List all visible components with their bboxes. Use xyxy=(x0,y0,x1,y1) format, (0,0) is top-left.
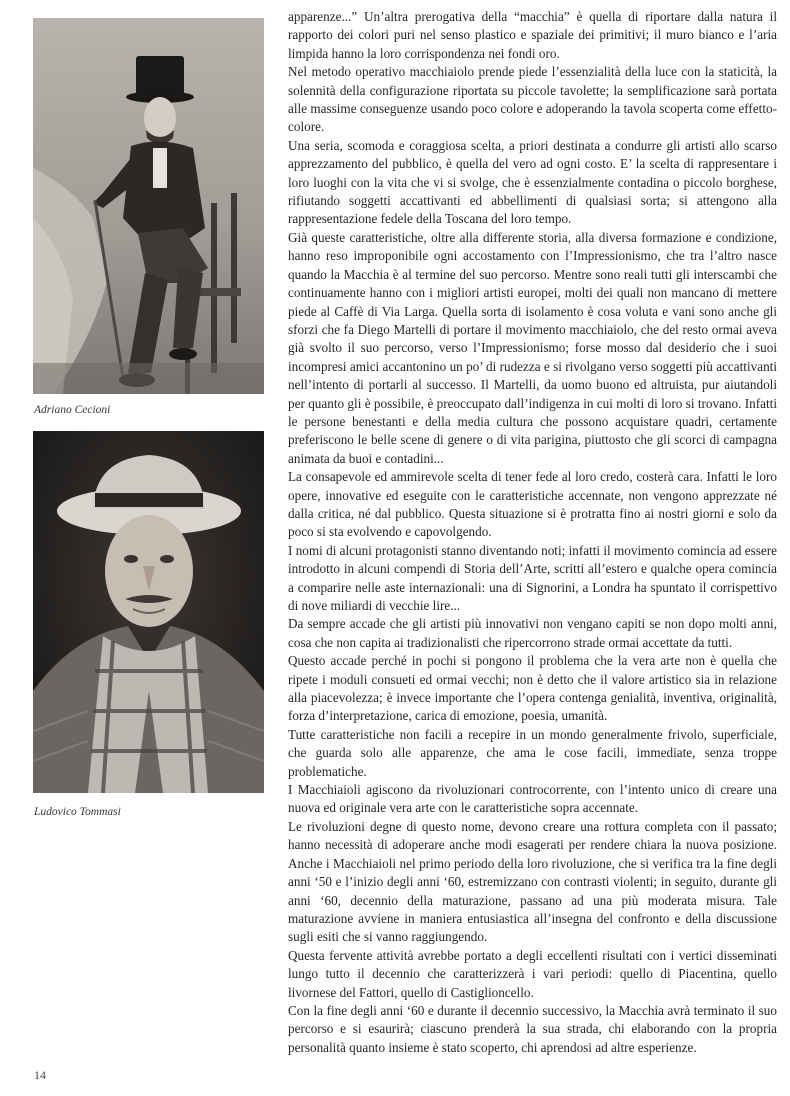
paragraph: Tutte caratteristiche non facili a recepire in un mondo generalmente frivolo, superficiale, che guarda solo alle apparenze, che ama le cose facili, immediate, senza troppe problematiche. xyxy=(288,726,777,779)
photo-caption: Ludovico Tommasi xyxy=(34,806,121,818)
paragraph: I nomi di alcuni protagonisti stanno diventando noti; infatti il movimento comincia ad essere introdotto in alcuni compendi di Storia dell’Arte, scritti all’estero e qualche opera comincia a comparire nelle aste internazionali: una di Signorini, a Londra ha spuntato il corrispettivo di nove miliardi di vecchie lire... xyxy=(288,542,777,613)
paragraph: La consapevole ed ammirevole scelta di tener fede al loro credo, costerà cara. Infatti le loro opere, innovative ed eseguite con le caratteristiche accennate, non vengono apprezzate né dalla critica, né dal pubblico. Questa situazione si è protratta fino ai nostri giorni e solo da poco si sta evolvendo e capovolgendo. xyxy=(288,469,777,540)
photo-adriano-cecioni xyxy=(33,18,264,394)
page-number: 14 xyxy=(34,1068,46,1082)
paragraph: Da sempre accade che gli artisti più innovativi non vengano capiti se non dopo molti anni, cosa che non capita ai tradizionalisti che ripercorrono strade ormai accettate da tutti. xyxy=(288,616,777,650)
paragraph: Una seria, scomoda e coraggiosa scelta, a priori destinata a condurre gli artisti allo scarso apprezzamento del pubblico, è quella del vero ad ogni costo. E’ la scelta di rappresentare i loro luoghi con la vita che vi si svolge, che è essenzialmente contadina o piccolo borghese, rifiutando soggetti accattivanti ed abbellimenti di qualsiasi sorta; si attengono alla rappresentazione fedele della Toscana del loro tempo. xyxy=(288,137,777,227)
paragraph: Nel metodo operativo macchiaiolo prende piede l’essenzialità della luce con la staticità, la solennità della configurazione riportata su piccole tavolette; la semplificazione sarà portata alle massime conseguenze usando poco colore e adoperando la tavola scoperta come effetto-colore. xyxy=(288,64,777,135)
portrait-hat-scarf-image xyxy=(33,431,264,793)
body-text-column xyxy=(288,8,777,1057)
paragraph: Questo accade perché in pochi si pongono il problema che la vera arte non è quella che ripete i moduli consueti ed ormai vecchi; non è detto che il valore artistico sia in relazione alla piacevolezza; è invece importante che l’opera contenga genialità, inventiva, originalità, forza d’interpretazione, carica di emozione, poesia, umanità. xyxy=(288,653,777,724)
photo-ludovico-tommasi xyxy=(33,431,264,793)
paragraph: Questa fervente attività avrebbe portato a degli eccellenti risultati con i vertici disseminati lungo tutto il decennio che caratterizzerà i vari periodi: quello di Piacentina, quello livornese del Fattori, quello di Castiglioncello. xyxy=(288,947,777,1000)
paragraph: I Macchiaioli agiscono da rivoluzionari controcorrente, con l’intento unico di creare una nuova ed originale vera arte con le caratteristiche sopra accennate. xyxy=(288,782,777,816)
paragraph: Già queste caratteristiche, oltre alla differente storia, alla diversa formazione e condizione, hanno reso improponibile ogni accostamento con l’Impressionismo, che tra l’altro nasce quando la Macchia è al termine del suo percorso. Mentre sono reali tutti gli interscambi che continuamente hanno con i migliori artisti europei, molti dei quali non mancano di mettere piede al Caffè di Via Larga. Quella sorta di isolamento è cosa voluta e vani sono anche gli sforzi che fa Diego Martelli di portare il movimento macchiaiolo, che del resto ormai aveva già svolto il suo percorso, verso l’Impressionismo; forse mosso dal desiderio che i suoi incompresi amici accantonino un po’ di rudezza e si rivolgano verso soggetti più accattivanti nell’intento di portarli al successo. Il Martelli, da uomo buono ed altruista, pur aiutandoli per quanto gli è possibile, è preoccupato dall’indigenza in cui molti di loro si trovano. Infatti le persone benestanti e della media cultura che possono acquistare quadri, certamente preferiscono le belle scene di genere o di vita parigina, piuttosto che gli scorci di campagna animata da buoi e contadini... xyxy=(288,229,777,466)
photo-caption: Adriano Cecioni xyxy=(34,404,111,416)
paragraph: Con la fine degli anni ‘60 e durante il decennio successivo, la Macchia avrà terminato il suo percorso e si esaurirà; ciascuno prenderà la sua strada, chi elaborando con la propria personalità quanto insieme è stato scoperto, chi aprendosi ad altre esperienze. xyxy=(288,1002,777,1055)
portrait-seated-figure-image xyxy=(33,18,264,394)
paragraph: apparenze...” Un’altra prerogativa della “macchia” è quella di riportare dalla natura il rapporto dei colori puri nel senso plastico e spaziale dei primitivi; il muro bianco e l’aria limpida hanno la loro corrispondenza nei fondi oro. xyxy=(288,9,777,61)
paragraph: Le rivoluzioni degne di questo nome, devono creare una rottura completa con il passato; hanno necessità di adoperare anche modi esagerati per rendere chiara la nuova posizione. Anche i Macchiaioli nel primo periodo della loro rivoluzione, che si verifica tra la fine degli anni ‘50 e l’inizio degli anni ‘60, estremizzano con contrasti violenti; in seguito, durante gli anni ‘60, decennio della maturazione, passano ad una più moderata misura. Tale maturazione avviene in maniera entusiastica all’insegna del confronto e della discussione sugli esiti che si vanno raggiungendo. xyxy=(288,818,777,945)
